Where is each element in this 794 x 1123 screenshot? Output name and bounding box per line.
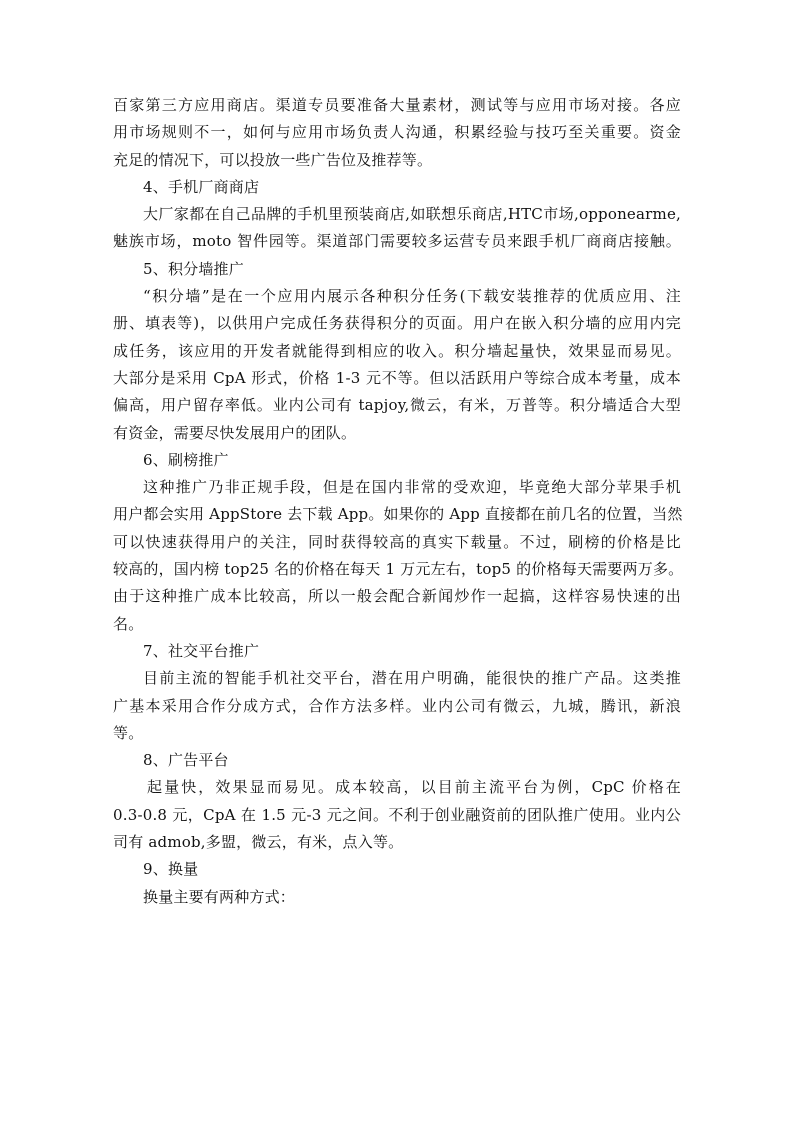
paragraph-line: 名。: [113, 614, 144, 633]
paragraph-line: 偏高，用户留存率低。业内公司有 tapjoy,微云，有米，万普等。积分墙适合大型: [113, 396, 681, 415]
paragraph-line: 这种推广乃非正规手段，但是在国内非常的受欢迎，毕竟绝大部分苹果手机: [143, 478, 681, 497]
section-heading-social: 7、社交平台推广: [143, 641, 260, 660]
paragraph-line: 等。: [113, 723, 144, 742]
document-body: [113, 92, 684, 911]
section-heading-app-store: 4、手机厂商商店: [143, 177, 260, 196]
section-heading-ranking: 6、刷榜推广: [143, 450, 229, 469]
paragraph-line: 百家第三方应用商店。渠道专员要准备大量素材，测试等与应用市场对接。各应: [113, 96, 681, 114]
paragraph-line: 换量主要有两种方式：: [143, 887, 296, 906]
section-heading-exchange: 9、换量: [143, 860, 199, 879]
section-heading-ad-platform: 8、广告平台: [143, 751, 229, 770]
paragraph-line: 成任务，该应用的开发者就能得到相应的收入。积分墙起量快，效果显而易见。: [113, 341, 681, 360]
paragraph-line: 由于这种推广成本比较高，所以一般会配合新闻炒作一起搞，这样容易快速的出: [113, 587, 681, 606]
paragraph-line: 大部分是采用 CpA 形式，价格 1-3 元不等。但以活跃用户等综合成本考量，成本: [113, 368, 681, 387]
paragraph-line: 有资金，需要尽快发展用户的团队。: [113, 423, 357, 442]
paragraph-line: 大厂家都在自己品牌的手机里预装商店,如联想乐商店,HTC市场,opponearme,: [143, 205, 681, 224]
section-heading-offerwall: 5、积分墙推广: [143, 259, 244, 278]
paragraph-line: 较高的，国内榜 top25 名的价格在每天 1 万元左右，top5 的价格每天需要两万多。: [113, 560, 684, 579]
paragraph-line: 可以快速获得用户的关注，同时获得较高的真实下载量。不过，刷榜的价格是比: [113, 532, 681, 551]
paragraph-line: 广基本采用合作分成方式，合作方法多样。业内公司有微云，九城，腾讯，新浪: [113, 696, 681, 715]
paragraph-line: “积分墙”是在一个应用内展示各种积分任务(下载安装推荐的优质应用、注: [143, 287, 681, 306]
paragraph-line: 魅族市场，moto 智件园等。渠道部门需要较多运营专员来跟手机厂商商店接触。: [113, 232, 681, 251]
paragraph-line: 充足的情况下，可以投放一些广告位及推荐等。: [113, 150, 433, 169]
paragraph-line: 用市场规则不一，如何与应用市场负责人沟通，积累经验与技巧至关重要。资金: [113, 123, 681, 142]
paragraph-line: 用户都会实用 AppStore 去下载 App。如果你的 App 直接都在前几名的位置，当然: [113, 505, 683, 524]
paragraph-line: 册、填表等)，以供用户完成任务获得积分的页面。用户在嵌入积分墙的应用内完: [113, 314, 681, 333]
paragraph-line: 司有 admob,多盟，微云，有米，点入等。: [113, 833, 404, 852]
paragraph-line: 起量快，效果显而易见。成本较高，以目前主流平台为例，CpC 价格在: [147, 778, 681, 797]
paragraph-line: 目前主流的智能手机社交平台，潜在用户明确，能很快的推广产品。这类推: [143, 669, 681, 688]
paragraph-line: 0.3-0.8 元，CpA 在 1.5 元-3 元之间。不利于创业融资前的团队推广使用。业内公: [113, 805, 681, 824]
